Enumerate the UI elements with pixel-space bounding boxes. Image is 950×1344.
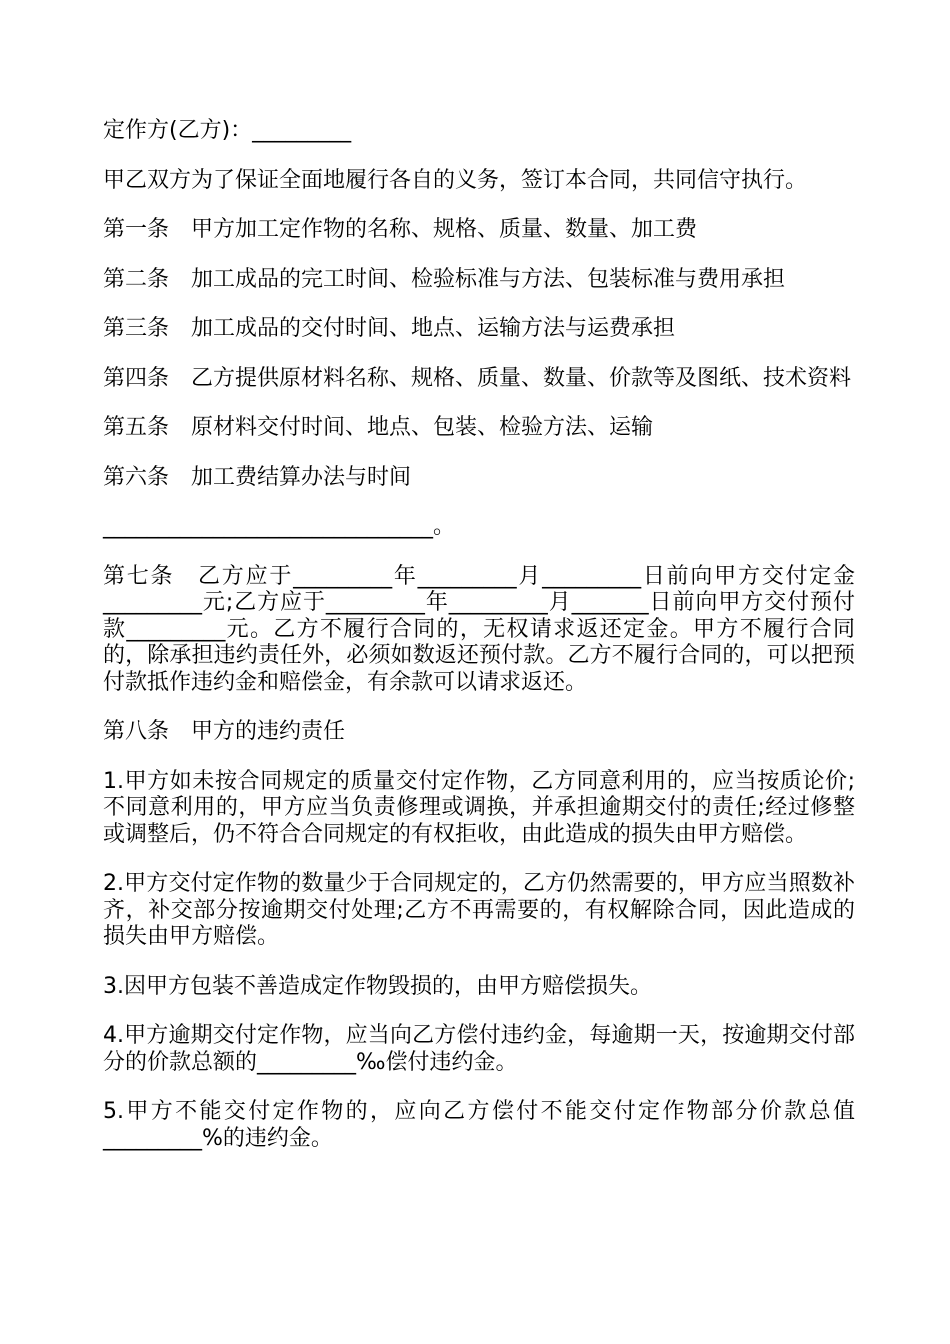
article-6: 第六条 加工费结算办法与时间 [103, 464, 412, 490]
article-8-clause-1: 1.甲方如未按合同规定的质量交付定作物，乙方同意利用的，应当按质论价;不同意利用的，甲方应当负责修理或调换，并承担逾期交付的责任;经过修整或调整后，仍不符合合同规定的有权拒收，由此造成的损失由甲方赔偿。 [103, 768, 855, 847]
article-2: 第二条 加工成品的完工时间、检验标准与方法、包装标准与费用承担 [103, 266, 786, 292]
contractor-party-line: 定作方(乙方)：_________ [103, 118, 352, 143]
article-8-clause-5: 5.甲方不能交付定作物的，应向乙方偿付不能交付定作物部分价款总值_________%的违约金。 [103, 1099, 855, 1151]
article-8-heading: 第八条 甲方的违约责任 [103, 719, 346, 744]
article-8-clause-2: 2.甲方交付定作物的数量少于合同规定的，乙方仍然需要的，甲方应当照数补齐，补交部分按逾期交付处理;乙方不再需要的，有权解除合同，因此造成的损失由甲方赔偿。 [103, 871, 855, 949]
article-8-clause-3: 3.因甲方包装不善造成定作物毁损的，由甲方赔偿损失。 [103, 973, 652, 999]
article-5: 第五条 原材料交付时间、地点、包装、检验方法、运输 [103, 415, 654, 440]
preamble: 甲乙双方为了保证全面地履行各自的义务，签订本合同，共同信守执行。 [103, 167, 808, 193]
article-6-blank-line: ______________________________。 [103, 514, 456, 539]
contract-page [103, 118, 855, 1175]
article-3: 第三条 加工成品的交付时间、地点、运输方法与运费承担 [103, 316, 676, 341]
article-4: 第四条 乙方提供原材料名称、规格、质量、数量、价款等及图纸、技术资料 [103, 365, 852, 391]
article-8-clause-4: 4.甲方逾期交付定作物，应当向乙方偿付违约金，每逾期一天，按逾期交付部分的价款总额的_________‰偿付违约金。 [103, 1023, 855, 1075]
article-1: 第一条 甲方加工定作物的名称、规格、质量、数量、加工费 [103, 217, 698, 242]
article-7: 第七条 乙方应于_________年_________月_________日前向甲方交付定金_________元;乙方应于_________年_________月_______日前向甲方交付预付款_________元。乙方不履行合同的，无权请求返还定金。甲方不履行合同的，除承担违约责任外，必须如数返还预付款。乙方不履行合同的，可以把预付款抵作违约金和赔偿金，有余款可以请求返还。 [103, 563, 855, 695]
